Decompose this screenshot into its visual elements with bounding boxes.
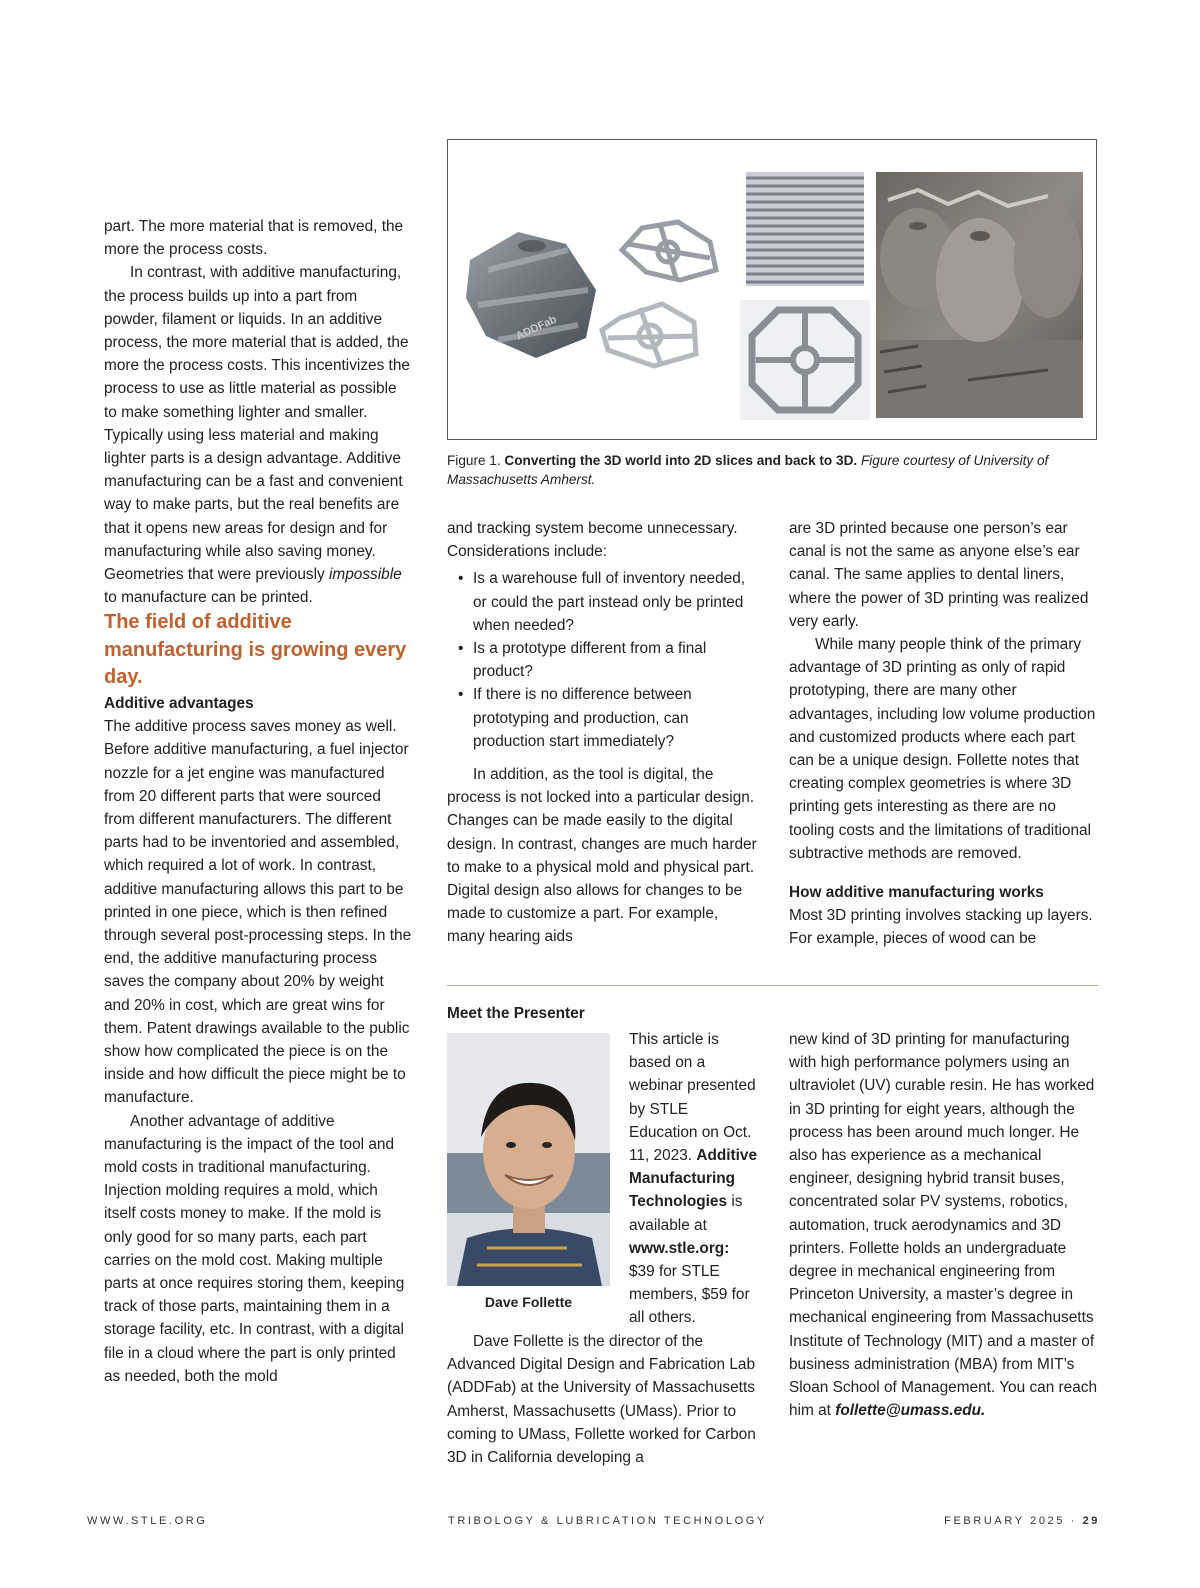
figure-illustration xyxy=(448,140,1098,441)
pull-quote: The field of additive manufacturing is growing every day. xyxy=(104,611,407,689)
subheading: How additive manufacturing works xyxy=(789,884,1044,902)
paragraph: and tracking system become unnecessary. Considerations include: xyxy=(447,520,738,561)
figure-title: Converting the 3D world into 2D slices and back to 3D. xyxy=(504,453,858,468)
presenter-heading: Meet the Presenter xyxy=(447,1005,585,1022)
list-item: • Is a warehouse full of inventory needed, or could the part instead only be printed when needed? xyxy=(473,567,759,637)
presenter-webinar-info: This article is based on a webinar presented by STLE Education on Oct. 11, 2023. Additive Manufacturing Technologies is available at www.stle.org: $39 for STLE members, $59 for all others. xyxy=(629,1031,758,1327)
figure-image xyxy=(447,139,1097,440)
paragraph: In addition, as the tool is digital, the process is not locked into a particular design. Changes can be made easily to the digital design. In contrast, changes are much harder to make to a physical mold and physical part. Digital design also allows for changes to be made to customize a part. For example, many hearing aids xyxy=(447,766,757,946)
paragraph: Most 3D printing involves stacking up layers. For example, pieces of wood can be xyxy=(789,907,1093,948)
presenter-bio: Dave Follette is the director of the Advanced Digital Design and Fabrication Lab (ADDFab) at the University of Massachusetts Amherst, Massachusetts (UMass). Prior to coming to UMass, Follette worked for Carbon 3D in California developing a xyxy=(447,1333,756,1467)
email-link: follette@umass.edu. xyxy=(835,1402,986,1420)
article-column-2 xyxy=(447,517,759,949)
cad-part-render xyxy=(466,232,596,358)
paragraph: part. The more material that is removed, the more the process costs. xyxy=(104,218,404,259)
footer-publication: TRIBOLOGY & LUBRICATION TECHNOLOGY xyxy=(448,1515,767,1527)
presenter-portrait xyxy=(447,1033,610,1286)
article-column-1 xyxy=(104,215,412,1388)
article-column-3 xyxy=(789,517,1101,951)
figure-caption xyxy=(447,451,1097,489)
considerations-list xyxy=(447,567,759,753)
course-title: Additive Manufacturing Technologies xyxy=(629,1147,758,1211)
paragraph: While many people think of the primary advantage of 3D printing as only of rapid prototyping, there are many other advantages, including low volume production and customized products where each part can be a unique design. Follette notes that creating complex geometries is where 3D printing gets interesting as there are no tooling costs and the limitations of traditional subtractive methods are removed. xyxy=(789,636,1096,862)
subheading: Additive advantages xyxy=(104,694,254,712)
single-slice xyxy=(740,300,870,420)
list-item: • Is a prototype different from a final product? xyxy=(473,637,759,683)
footer-website: WWW.STLE.ORG xyxy=(87,1515,208,1527)
stacked-layers xyxy=(746,172,864,286)
website-url: www.stle.org: xyxy=(629,1239,730,1257)
paragraph: The additive process saves money as well. Before additive manufacturing, a fuel injector nozzle for a jet engine was manufactured from 20 different parts that were sourced from different manufacturers. The different parts had to be inventoried and assembled, which required a lot of work. In contrast, additive manufacturing allows this part to be printed in one piece, which is then refined through several post-processing steps. In the end, the additive manufacturing process saves the company about 20% by weight and 20% in cost, which are great wins for them. Patent drawings available to the public show how complicated the piece is on the inside and how difficult the piece might be to manufacture. xyxy=(104,718,412,1107)
presenter-photo xyxy=(447,1033,610,1286)
footer-date-page: FEBRUARY 2025 · 29 xyxy=(944,1515,1100,1527)
slice-outline-bottom xyxy=(602,304,696,366)
page-number: 29 xyxy=(1082,1515,1100,1527)
list-item: • If there is no difference between prototyping and production, can production start immediately? xyxy=(473,683,759,753)
paragraph: are 3D printed because one person’s ear canal is not the same as anyone else’s ear canal. The same applies to dental liners, where the power of 3D printing was realized very early. xyxy=(789,520,1089,630)
presenter-name: Dave Follette xyxy=(484,1294,573,1310)
slice-outline-top xyxy=(622,222,716,280)
paragraph: Another advantage of additive manufacturing is the impact of the tool and mold costs in traditional manufacturing. Injection molding requires a mold, which itself costs money to make. If the mold is only good for so many parts, each part carries on the mold cost. Making multiple parts at once requires storing them, keeping track of those parts, maintaining them in a storage facility, etc. In contrast, with a digital file in a cloud where the part is only printed as needed, both the mold xyxy=(104,1112,405,1385)
paragraph: In contrast, with additive manufacturing, the process builds up into a part from powder, filament or liquids. In an additive process, the more material that is added, the more the process costs. This incentivizes the process to use as little material as possible to make something lighter and smaller. Typically using less material and making lighter parts is a design advantage. Additive manufacturing can be a fast and convenient way to make parts, but the real benefits are that it opens new areas for design and for manufacturing while also saving money. Geometries that were previously impossible to manufacture can be printed. xyxy=(104,264,410,607)
part-label: ADDFab xyxy=(514,313,559,343)
presenter-bio-continued: new kind of 3D printing for manufacturing with high performance polymers using an ultraviolet (UV) curable resin. He has worked in 3D printing for eight years, although the process has been around much longer. He also has experience as a mechanical engineer, designing hybrid transit buses, concentrated solar PV systems, robotics, automation, truck aerodynamics and 3D printers. Follette holds an undergraduate degree in mechanical engineering from Princeton University, a master’s degree in mechanical engineering from Massachusetts Institute of Technology (MIT) and a master of business administration (MBA) from MIT’s Sloan School of Management. You can reach him at follette@umass.edu. xyxy=(789,1031,1098,1420)
emphasis: impossible xyxy=(328,566,402,584)
section-divider xyxy=(447,985,1098,986)
printed-parts-photo xyxy=(876,172,1083,418)
figure-label: Figure 1. xyxy=(447,453,505,468)
figure-credit: Figure courtesy of University of Massachusetts Amherst. xyxy=(447,453,1049,487)
